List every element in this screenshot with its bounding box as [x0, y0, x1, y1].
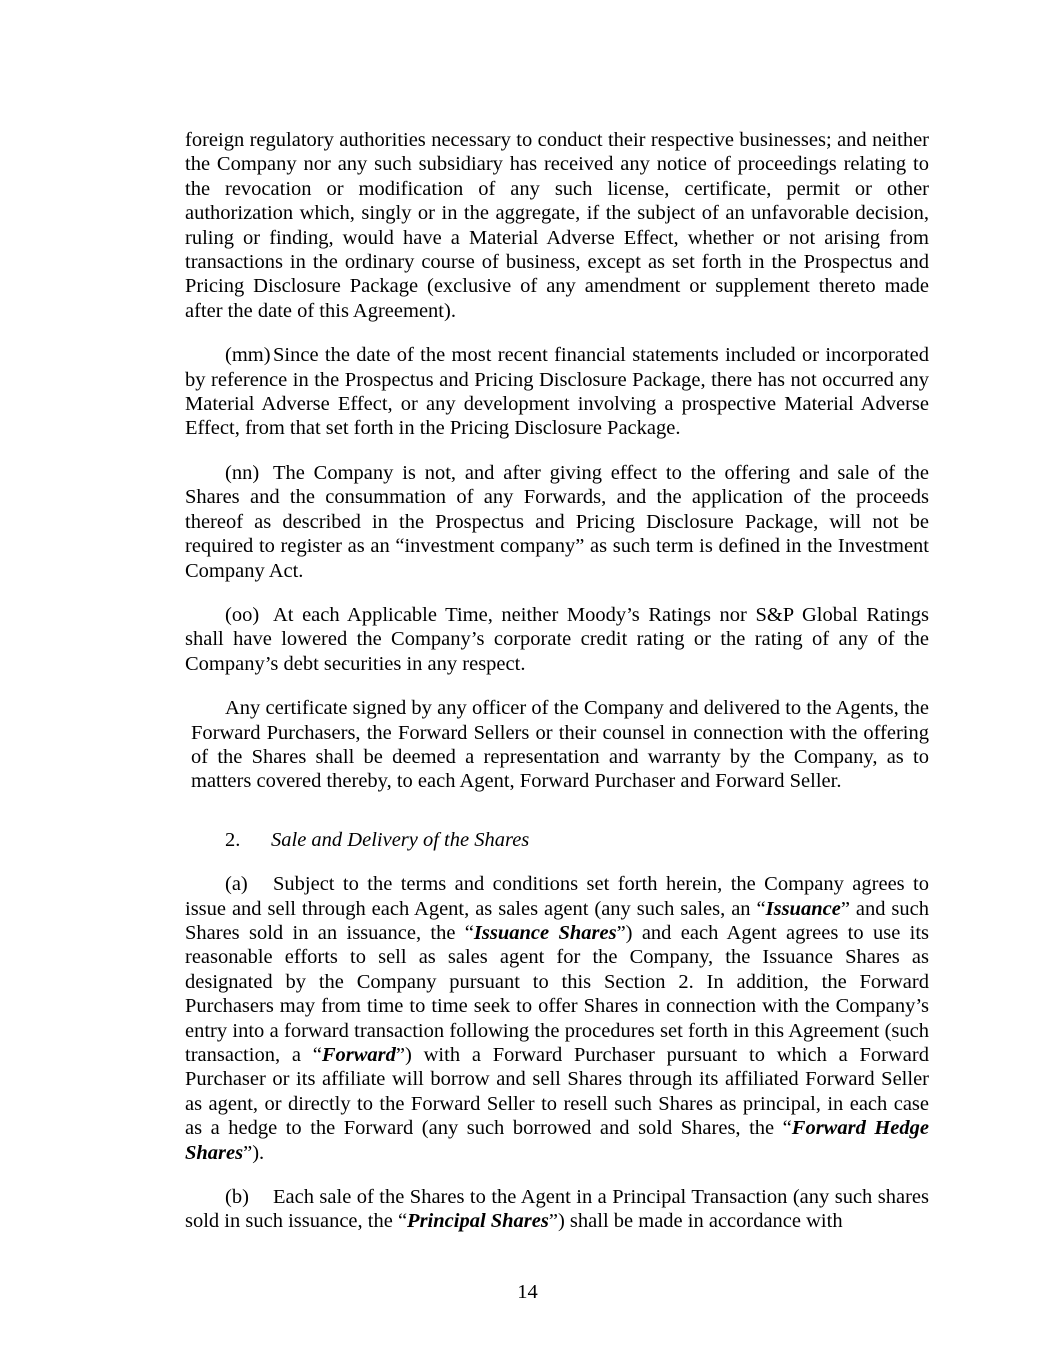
para-ll-continuation — [185, 128, 929, 323]
para-b — [185, 1185, 929, 1234]
paragraph-label: (b) — [225, 1186, 249, 1209]
para-nn — [185, 461, 929, 583]
text-segment: At each Applicable Time, neither Moody’s Ratings nor S&P Global Ratings shall have lowered the Company’s corporate credit rating or the rating of any of the Company’s debt securities in any respect. — [185, 603, 929, 675]
para-a — [185, 872, 929, 1165]
text-segment: ” and such Shares sold in an issuance, the “ — [185, 897, 929, 944]
text-segment: ”). — [243, 1141, 265, 1164]
paragraph-label: (a) — [225, 873, 248, 896]
text-segment: ”) shall be made in accordance with — [548, 1210, 843, 1233]
text-segment: Forward Hedge Shares — [185, 1117, 929, 1164]
text-segment: Subject to the terms and conditions set forth herein, the Company agrees to issue and sell through each Agent, as sales agent (any such sales, an “ — [185, 873, 929, 920]
para-mm — [185, 343, 929, 441]
text-segment: Forward — [321, 1044, 396, 1066]
heading-section-2 — [185, 828, 929, 852]
text-segment: foreign regulatory authorities necessary to conduct their respective businesses; and neither the Company nor any such subsidiary has received any notice of proceedings relating to the revocation or modification of any such license, certificate, permit or other authorization which, singly or in the aggregate, if the subject of an unfavorable decision, ruling or finding, would have a Material Adverse Effect, whether or not arising from transactions in the ordinary course of business, except as set forth in the Prospectus and Pricing Disclosure Package (exclusive of any amendment or supplement thereto made after the date of this Agreement). — [185, 129, 929, 322]
paragraph-label: (oo) — [225, 603, 260, 626]
text-segment: Issuance Shares — [473, 921, 617, 944]
paragraph-label: 2. — [225, 828, 241, 851]
text-segment: The Company is not, and after giving effect to the offering and sale of the Shares and the consummation of any Forwards, and the application of the proceeds thereof as described in the Prospectus and Pricing Disclosure Package, will not be required to register as an “investment company” as such term is defined in the Investment Company Act. — [185, 461, 929, 582]
para-certificate — [191, 696, 929, 794]
text-segment: Any certificate signed by any officer of the Company and delivered to the Agents, the Forward Purchasers, the Forward Sellers or their counsel in connection with the offering of the Shares shall be deemed a representation and warranty by the Company, as to matters covered thereby, to each Agent, Forward Purchaser and Forward Seller. — [191, 697, 929, 793]
document-body — [185, 128, 929, 1254]
text-segment: ”) with a Forward Purchaser pursuant to which a Forward Purchaser or its affiliate will borrow and sell Shares through its affiliated Forward Seller as agent, or directly to the Forward Seller to resell such Shares as principal, in each case as a hedge to the Forward (any such borrowed and sold Shares, the “ — [185, 1044, 929, 1140]
page-number: 14 — [517, 1281, 538, 1303]
text-segment: Principal Shares — [407, 1210, 549, 1233]
paragraph-label: (mm) — [225, 344, 271, 367]
text-segment: Since the date of the most recent financial statements included or incorporated by reference in the Prospectus and Pricing Disclosure Package, there has not occurred any Material Adverse Effect, or any development involving a prospective Material Adverse Effect, from that set forth in the Pricing Disclosure Package. — [185, 344, 929, 440]
text-segment: Sale and Delivery of the Shares — [271, 828, 530, 851]
para-oo — [185, 603, 929, 676]
text-segment: Issuance — [765, 897, 841, 920]
paragraph-label: (nn) — [225, 461, 260, 484]
text-segment: ”) and each Agent agrees to use its reasonable efforts to sell as sales agent for the Company, the Issuance Shares as designated by the Company pursuant to this Section 2. In addition, the Forward Purchasers may from time to time seek to offer Shares in connection with the Company’s entry into a forward transaction following the procedures set forth in this Agreement (such transaction, a “ — [185, 921, 930, 1066]
text-segment: Each sale of the Shares to the Agent in a Principal Transaction (any such shares sold in such issuance, the “ — [185, 1186, 929, 1233]
